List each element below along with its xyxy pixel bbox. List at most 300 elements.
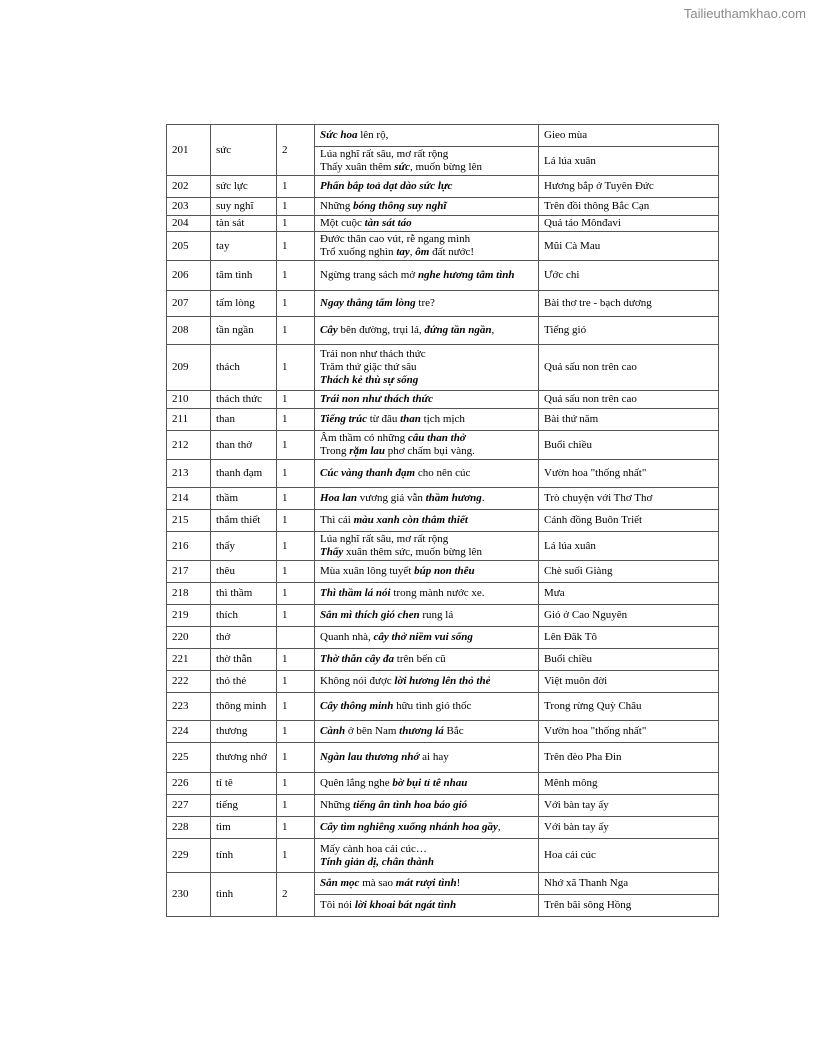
example-verse: [315, 583, 539, 605]
verse-line: [320, 533, 533, 546]
entry-word: tần ngần: [211, 317, 277, 345]
highlighted-phrase: Ngay thẳng tấm lòng: [320, 297, 416, 309]
entry-number: 212: [167, 431, 211, 460]
verse-text: phơ chấm bụi vàng.: [385, 445, 475, 457]
table-row: [167, 561, 719, 583]
verse-text: Thì cái: [320, 514, 354, 526]
highlighted-phrase: Thách kẻ thù sự sống: [320, 374, 419, 386]
verse-line: [320, 148, 533, 161]
verse-line: [320, 514, 533, 527]
source-poem: Trên bãi sông Hồng: [539, 895, 719, 917]
entry-count: 1: [277, 232, 315, 261]
highlighted-phrase: Trái non như thách thức: [320, 393, 434, 405]
entry-number: 213: [167, 460, 211, 488]
entry-number: 216: [167, 532, 211, 561]
entry-count: 1: [277, 743, 315, 773]
verse-line: [320, 725, 533, 738]
verse-text: Trăm thứ giặc thứ sâu: [320, 361, 417, 373]
verse-text: Những: [320, 200, 354, 212]
source-poem: Gió ở Cao Nguyên: [539, 605, 719, 627]
highlighted-phrase: Cây thông minh: [320, 700, 394, 712]
table-row: [167, 627, 719, 649]
highlighted-phrase: Tính giản dị, chân thành: [320, 855, 435, 868]
entry-number: 205: [167, 232, 211, 261]
watermark: Tailieuthamkhao.com: [683, 6, 806, 21]
verse-line: [320, 348, 533, 361]
verse-text: ,: [491, 324, 495, 336]
highlighted-phrase: đứng tần ngần: [424, 324, 492, 336]
entry-word: tìm: [211, 817, 277, 839]
example-verse: [315, 627, 539, 649]
highlighted-phrase: Phấn bắp toả dạt dào sức lực: [320, 180, 453, 192]
entry-number: 228: [167, 817, 211, 839]
entry-number: 201: [167, 125, 211, 176]
verse-text: trong mành nước xe.: [390, 587, 485, 599]
source-poem: Hương bắp ở Tuyên Đức: [539, 176, 719, 198]
highlighted-phrase: tiếng ân tình hoa báo gió: [353, 799, 468, 811]
entry-word: tâm tình: [211, 261, 277, 291]
source-poem: Với bàn tay ấy: [539, 817, 719, 839]
verse-text: ai hay: [419, 751, 449, 763]
verse-line: [320, 877, 533, 890]
example-verse: [315, 721, 539, 743]
verse-line: [320, 361, 533, 374]
source-poem: Lên Đăk Tô: [539, 627, 719, 649]
entry-word: thầm: [211, 488, 277, 510]
entry-number: 222: [167, 671, 211, 693]
highlighted-phrase: Cây: [320, 324, 338, 336]
verse-line: [320, 393, 533, 406]
source-poem: Quả sấu non trên cao: [539, 345, 719, 391]
highlighted-phrase: lời hương lên thỏ thẻ: [394, 675, 491, 687]
example-verse: [315, 431, 539, 460]
table-row: [167, 125, 719, 147]
verse-text: hữu tình gió thốc: [393, 700, 472, 712]
example-verse: [315, 125, 539, 147]
table-row: [167, 721, 719, 743]
entry-count: 1: [277, 649, 315, 671]
highlighted-phrase: Sức hoa: [320, 129, 358, 141]
word-table: [166, 124, 719, 917]
entry-count: 1: [277, 176, 315, 198]
entry-word: tiếng: [211, 795, 277, 817]
table-row: [167, 671, 719, 693]
verse-text: Không nói được: [320, 675, 395, 687]
verse-text: Đước thân cao vút, rễ ngang mình: [320, 233, 471, 245]
entry-number: 219: [167, 605, 211, 627]
entry-word: thương: [211, 721, 277, 743]
source-poem: Buổi chiều: [539, 649, 719, 671]
source-poem: Nhớ xã Thanh Nga: [539, 873, 719, 895]
verse-line: [320, 565, 533, 578]
highlighted-phrase: mát rượi tình: [395, 877, 457, 889]
entry-word: tay: [211, 232, 277, 261]
highlighted-phrase: thương lá: [399, 725, 444, 737]
source-poem: Quả sấu non trên cao: [539, 391, 719, 409]
entry-count: 1: [277, 216, 315, 232]
example-verse: [315, 649, 539, 671]
entry-count: 1: [277, 431, 315, 460]
entry-number: 208: [167, 317, 211, 345]
source-poem: Bài thứ năm: [539, 409, 719, 431]
example-verse: [315, 532, 539, 561]
verse-text: Những: [320, 799, 354, 811]
highlighted-phrase: Thờ thẫn cây đa: [320, 653, 395, 665]
source-poem: Mũi Cà Mau: [539, 232, 719, 261]
entry-word: thách thức: [211, 391, 277, 409]
verse-text: ,: [497, 821, 501, 833]
table-row: [167, 583, 719, 605]
verse-line: [320, 161, 533, 174]
verse-text: Lúa nghĩ rất sâu, mơ rất rộng: [320, 148, 449, 160]
table-row: [167, 873, 719, 895]
verse-line: [320, 200, 533, 213]
entry-word: tỉ tê: [211, 773, 277, 795]
table-row: [167, 291, 719, 317]
entry-count: 1: [277, 532, 315, 561]
highlighted-phrase: tay: [396, 246, 410, 258]
table-row: [167, 216, 719, 232]
example-verse: [315, 488, 539, 510]
entry-word: thấy: [211, 532, 277, 561]
source-poem: Việt muôn đời: [539, 671, 719, 693]
entry-word: sức: [211, 125, 277, 176]
table-row: [167, 605, 719, 627]
table-row: [167, 317, 719, 345]
entry-word: thách: [211, 345, 277, 391]
verse-line: [320, 631, 533, 644]
source-poem: Quả táo Mônđavi: [539, 216, 719, 232]
entry-word: sức lực: [211, 176, 277, 198]
example-verse: [315, 391, 539, 409]
table-row: [167, 839, 719, 873]
entry-count: 1: [277, 409, 315, 431]
highlighted-phrase: sức: [394, 161, 410, 173]
example-verse: [315, 216, 539, 232]
entry-number: 229: [167, 839, 211, 873]
entry-number: 225: [167, 743, 211, 773]
verse-text: cho nên cúc: [415, 467, 471, 479]
entry-count: [277, 627, 315, 649]
entry-count: 2: [277, 125, 315, 176]
entry-number: 202: [167, 176, 211, 198]
table-row: [167, 488, 719, 510]
table-row: [167, 232, 719, 261]
example-verse: [315, 817, 539, 839]
verse-line: [320, 467, 533, 480]
highlighted-phrase: câu than thở: [407, 432, 466, 444]
source-poem: Vườn hoa "thống nhất": [539, 721, 719, 743]
entry-word: thở: [211, 627, 277, 649]
verse-line: [320, 777, 533, 790]
verse-text: ,: [409, 246, 416, 258]
highlighted-phrase: bờ bụi tỉ tê nhau: [392, 777, 468, 789]
verse-text: Mùa xuân lông tuyết: [320, 565, 415, 577]
verse-line: [320, 587, 533, 600]
table-row: [167, 743, 719, 773]
entry-number: 203: [167, 198, 211, 216]
entry-word: tính: [211, 839, 277, 873]
verse-line: [320, 432, 533, 445]
verse-text: Trổ xuống nghìn: [320, 246, 397, 258]
example-verse: [315, 147, 539, 176]
verse-text: Ngừng trang sách mở: [320, 269, 418, 281]
entry-number: 215: [167, 510, 211, 532]
source-poem: Trên đồi thông Bắc Cạn: [539, 198, 719, 216]
verse-text: Trái non như thách thức: [320, 348, 426, 360]
verse-line: [320, 269, 533, 282]
verse-line: [320, 546, 533, 559]
entry-count: 1: [277, 317, 315, 345]
source-poem: Trong rừng Quỳ Châu: [539, 693, 719, 721]
entry-number: 217: [167, 561, 211, 583]
entry-count: 1: [277, 817, 315, 839]
verse-line: [320, 180, 533, 193]
source-poem: Buổi chiều: [539, 431, 719, 460]
entry-word: thêu: [211, 561, 277, 583]
verse-text: Lúa nghĩ rất sâu, mơ rất rộng: [320, 533, 449, 545]
verse-text: lên rộ,: [357, 129, 389, 141]
source-poem: Lá lúa xuân: [539, 532, 719, 561]
source-poem: Mưa: [539, 583, 719, 605]
example-verse: [315, 873, 539, 895]
verse-text: xuân thêm sức, muốn bừng lên: [343, 546, 482, 558]
entry-number: 227: [167, 795, 211, 817]
verse-text: ở bên Nam: [345, 725, 400, 737]
example-verse: [315, 345, 539, 391]
highlighted-phrase: tàn sát táo: [364, 217, 412, 229]
verse-text: Âm thầm có những: [320, 432, 408, 444]
example-verse: [315, 795, 539, 817]
table-row: [167, 532, 719, 561]
source-poem: Vườn hoa "thống nhất": [539, 460, 719, 488]
entry-count: 1: [277, 773, 315, 795]
entry-count: 1: [277, 605, 315, 627]
entry-number: 204: [167, 216, 211, 232]
entry-word: thỏ thẻ: [211, 671, 277, 693]
verse-text: mà sao: [359, 877, 396, 889]
entry-number: 221: [167, 649, 211, 671]
highlighted-phrase: Sắn mì thích gió chen: [320, 609, 420, 621]
highlighted-phrase: Cành: [320, 725, 346, 737]
table-row: [167, 431, 719, 460]
verse-line: [320, 821, 533, 834]
verse-text: rung lá: [419, 609, 454, 621]
verse-line: [320, 492, 533, 505]
table-row: [167, 176, 719, 198]
entry-word: thương nhớ: [211, 743, 277, 773]
entry-count: 1: [277, 561, 315, 583]
source-poem: Gieo mùa: [539, 125, 719, 147]
example-verse: [315, 895, 539, 917]
highlighted-phrase: Cây tìm nghiêng xuống nhánh hoa gầy: [320, 821, 498, 833]
highlighted-phrase: bóng thông suy nghĩ: [353, 200, 447, 212]
entry-number: 230: [167, 873, 211, 917]
example-verse: [315, 510, 539, 532]
verse-line: [320, 799, 533, 812]
entry-count: 1: [277, 261, 315, 291]
verse-text: !: [456, 877, 461, 889]
highlighted-phrase: Cúc vàng thanh đạm: [320, 467, 416, 479]
highlighted-phrase: Tiếng trúc: [320, 413, 367, 425]
highlighted-phrase: búp non thêu: [414, 565, 475, 577]
example-verse: [315, 561, 539, 583]
verse-line: [320, 374, 533, 387]
highlighted-phrase: lời khoai bát ngát tình: [354, 899, 457, 911]
highlighted-phrase: thầm hương: [425, 492, 482, 504]
source-poem: Tiếng gió: [539, 317, 719, 345]
source-poem: Chè suối Giàng: [539, 561, 719, 583]
verse-line: [320, 609, 533, 622]
highlighted-phrase: Ngàn lau thương nhớ: [320, 751, 420, 763]
verse-text: đất nước!: [429, 246, 475, 258]
table-row: [167, 817, 719, 839]
verse-line: [320, 653, 533, 666]
entry-count: 1: [277, 795, 315, 817]
example-verse: [315, 176, 539, 198]
entry-word: thắm thiết: [211, 510, 277, 532]
verse-line: [320, 675, 533, 688]
highlighted-phrase: Thấy: [320, 546, 344, 558]
entry-number: 209: [167, 345, 211, 391]
table-row: [167, 795, 719, 817]
entry-count: 1: [277, 721, 315, 743]
verse-line: [320, 217, 533, 230]
verse-line: [320, 700, 533, 713]
highlighted-phrase: rặm lau: [349, 445, 386, 457]
entry-count: 1: [277, 510, 315, 532]
verse-text: trên bến cũ: [394, 653, 446, 665]
table-row: [167, 391, 719, 409]
verse-text: .: [481, 492, 485, 504]
verse-line: [320, 899, 533, 912]
verse-text: Một cuộc: [320, 217, 365, 229]
source-poem: Mênh mông: [539, 773, 719, 795]
verse-text: Tôi nói: [320, 899, 355, 911]
verse-line: [320, 324, 533, 337]
highlighted-phrase: màu xanh còn thắm thiết: [353, 514, 468, 526]
highlighted-phrase: cây thở niềm vui sống: [373, 631, 473, 643]
verse-line: [320, 413, 533, 426]
entry-word: tình: [211, 873, 277, 917]
table-row: [167, 510, 719, 532]
example-verse: [315, 693, 539, 721]
highlighted-phrase: nghe hương tâm tình: [417, 269, 515, 281]
entry-word: thích: [211, 605, 277, 627]
verse-line: [320, 246, 533, 259]
example-verse: [315, 261, 539, 291]
highlighted-phrase: Sắn mọc: [320, 877, 360, 889]
entry-number: 223: [167, 693, 211, 721]
highlighted-phrase: Thì thầm lá nói: [320, 587, 391, 599]
entry-word: suy nghĩ: [211, 198, 277, 216]
table-row: [167, 198, 719, 216]
example-verse: [315, 291, 539, 317]
entry-word: thanh đạm: [211, 460, 277, 488]
table-row: [167, 773, 719, 795]
verse-text: từ đâu: [366, 413, 401, 425]
source-poem: Lá lúa xuân: [539, 147, 719, 176]
verse-line: [320, 751, 533, 764]
entry-count: 1: [277, 671, 315, 693]
table-row: [167, 693, 719, 721]
verse-line: [320, 129, 533, 142]
verse-text: Quanh nhà,: [320, 631, 374, 643]
verse-line: [320, 297, 533, 310]
entry-count: 1: [277, 839, 315, 873]
verse-line: [320, 856, 533, 869]
entry-word: thờ thẫn: [211, 649, 277, 671]
verse-text: Trong: [320, 445, 350, 457]
highlighted-phrase: than: [400, 413, 421, 425]
example-verse: [315, 460, 539, 488]
entry-number: 220: [167, 627, 211, 649]
verse-text: tre?: [415, 297, 435, 309]
example-verse: [315, 839, 539, 873]
entry-count: 1: [277, 460, 315, 488]
example-verse: [315, 232, 539, 261]
example-verse: [315, 198, 539, 216]
table-row: [167, 649, 719, 671]
entry-count: 1: [277, 488, 315, 510]
source-poem: Với bàn tay ấy: [539, 795, 719, 817]
verse-text: Mấy cành hoa cải cúc…: [320, 842, 427, 855]
example-verse: [315, 743, 539, 773]
source-poem: Trên đèo Pha Đin: [539, 743, 719, 773]
entry-word: tàn sát: [211, 216, 277, 232]
verse-line: [320, 445, 533, 458]
highlighted-phrase: ôm: [415, 246, 430, 258]
entry-number: 214: [167, 488, 211, 510]
table-row: [167, 261, 719, 291]
verse-text: Quên lắng nghe: [320, 777, 393, 789]
entry-count: 1: [277, 345, 315, 391]
verse-text: tịch mịch: [420, 413, 465, 425]
highlighted-phrase: Hoa lan: [320, 492, 357, 504]
table-row: [167, 409, 719, 431]
entry-number: 210: [167, 391, 211, 409]
entry-count: 1: [277, 693, 315, 721]
example-verse: [315, 773, 539, 795]
example-verse: [315, 671, 539, 693]
verse-line: [320, 843, 533, 856]
verse-text: bên đường, trụi lá,: [337, 324, 425, 336]
verse-line: [320, 233, 533, 246]
entry-count: 2: [277, 873, 315, 917]
entry-count: 1: [277, 291, 315, 317]
entry-word: thì thầm: [211, 583, 277, 605]
source-poem: Hoa cải cúc: [539, 839, 719, 873]
verse-text: Bắc: [443, 725, 464, 737]
entry-number: 207: [167, 291, 211, 317]
entry-word: tấm lòng: [211, 291, 277, 317]
entry-count: 1: [277, 583, 315, 605]
entry-number: 224: [167, 721, 211, 743]
table-row: [167, 345, 719, 391]
example-verse: [315, 605, 539, 627]
table-row: [167, 460, 719, 488]
source-poem: Cánh đồng Buôn Triết: [539, 510, 719, 532]
source-poem: Ước chi: [539, 261, 719, 291]
entry-word: than thở: [211, 431, 277, 460]
verse-text: , muốn bừng lên: [410, 161, 482, 173]
example-verse: [315, 409, 539, 431]
entry-number: 211: [167, 409, 211, 431]
entry-word: thông minh: [211, 693, 277, 721]
entry-word: than: [211, 409, 277, 431]
entry-count: 1: [277, 198, 315, 216]
entry-number: 218: [167, 583, 211, 605]
